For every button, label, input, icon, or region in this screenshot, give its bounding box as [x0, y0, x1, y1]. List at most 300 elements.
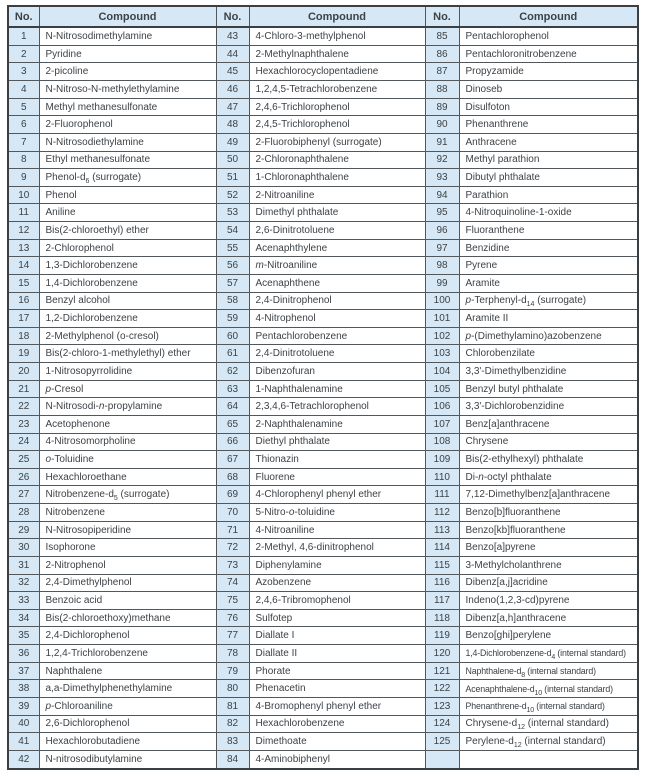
table-row [8, 398, 638, 416]
row-number-cell: 4 [8, 81, 39, 99]
row-number-cell: 90 [425, 116, 459, 134]
table-row [8, 274, 638, 292]
compound-name-cell: Aramite [459, 274, 638, 292]
compound-name-cell: Dibenzofuran [249, 363, 425, 381]
compound-name-cell: Naphthalene-$d_8$ (internal standard) [459, 662, 638, 680]
row-number-cell: 52 [216, 186, 249, 204]
row-number-cell: 49 [216, 133, 249, 151]
compound-name-cell: Azobenzene [249, 574, 425, 592]
table-row [8, 98, 638, 116]
compound-name-cell: 4-Chloro-3-methylphenol [249, 27, 425, 45]
compound-name-cell: N-nitrosodibutylamine [39, 750, 216, 769]
row-number-cell: 45 [216, 63, 249, 81]
table-row [8, 186, 638, 204]
compound-name-cell: Pentachloronitrobenzene [459, 45, 638, 63]
compound-name-cell: Perylene-$d_{12}$ (internal standard) [459, 733, 638, 751]
row-number-cell: 63 [216, 380, 249, 398]
compound-name-cell: Propyzamide [459, 63, 638, 81]
compound-name-cell: 2-Chlorophenol [39, 239, 216, 257]
compound-name-cell: p-Chloroaniline [39, 697, 216, 715]
row-number-cell: 85 [425, 27, 459, 45]
compound-table-container [7, 5, 637, 770]
row-number-cell: 31 [8, 556, 39, 574]
compound-name-cell: Thionazin [249, 451, 425, 469]
row-number-cell: 23 [8, 415, 39, 433]
compound-name-cell: N-Nitrosopiperidine [39, 521, 216, 539]
compound-name-cell: o-Toluidine [39, 451, 216, 469]
row-number-cell: 114 [425, 539, 459, 557]
header-row [8, 6, 638, 27]
row-number-cell: 118 [425, 609, 459, 627]
table-row [8, 486, 638, 504]
row-number-cell: 7 [8, 133, 39, 151]
compound-name-cell: 1,2-Dichlorobenzene [39, 310, 216, 328]
compound-name-cell: 4-Bromophenyl phenyl ether [249, 697, 425, 715]
table-row [8, 345, 638, 363]
compound-name-cell: Nitrobenzene [39, 504, 216, 522]
row-number-cell: 20 [8, 363, 39, 381]
row-number-cell: 75 [216, 592, 249, 610]
row-number-cell: 120 [425, 645, 459, 663]
compound-name-cell: Pentachlorobenzene [249, 327, 425, 345]
table-row [8, 27, 638, 45]
table-row [8, 468, 638, 486]
row-number-cell: 56 [216, 257, 249, 275]
compound-name-cell: 1,2,4-Trichlorobenzene [39, 645, 216, 663]
row-number-cell: 8 [8, 151, 39, 169]
row-number-cell: 64 [216, 398, 249, 416]
row-number-cell: 73 [216, 556, 249, 574]
compound-name-cell: Benz[a]anthracene [459, 415, 638, 433]
table-row [8, 750, 638, 769]
compound-name-cell: 4-Nitrosomorpholine [39, 433, 216, 451]
compound-name-cell: 1,2,4,5-Tetrachlorobenzene [249, 81, 425, 99]
compound-name-cell: Pyrene [459, 257, 638, 275]
row-number-cell: 54 [216, 222, 249, 240]
table-row [8, 733, 638, 751]
row-number-cell: 33 [8, 592, 39, 610]
row-number-cell: 117 [425, 592, 459, 610]
row-number-cell: 5 [8, 98, 39, 116]
row-number-cell: 58 [216, 292, 249, 310]
row-number-cell: 78 [216, 645, 249, 663]
row-number-cell: 17 [8, 310, 39, 328]
table-row [8, 556, 638, 574]
compound-name-cell: 3,3'-Dimethylbenzidine [459, 363, 638, 381]
row-number-cell: 108 [425, 433, 459, 451]
compound-name-cell: Acetophenone [39, 415, 216, 433]
compound-name-cell: Chlorobenzilate [459, 345, 638, 363]
row-number-cell: 19 [8, 345, 39, 363]
compound-name-cell: 4-Nitroquinoline-1-oxide [459, 204, 638, 222]
row-number-cell: 41 [8, 733, 39, 751]
compound-name-cell: Naphthalene [39, 662, 216, 680]
table-row [8, 697, 638, 715]
no-column-header-2: No. [216, 6, 249, 27]
compound-name-cell: Phenol [39, 186, 216, 204]
compound-name-cell: 2-Methylnaphthalene [249, 45, 425, 63]
row-number-cell: 93 [425, 169, 459, 187]
row-number-cell: 94 [425, 186, 459, 204]
table-row [8, 592, 638, 610]
compound-name-cell: 1,4-Dichlorobenzene [39, 274, 216, 292]
row-number-cell: 29 [8, 521, 39, 539]
row-number-cell: 59 [216, 310, 249, 328]
row-number-cell: 122 [425, 680, 459, 698]
table-row [8, 539, 638, 557]
row-number-cell: 27 [8, 486, 39, 504]
table-body [8, 27, 638, 769]
row-number-cell: 30 [8, 539, 39, 557]
row-number-cell: 14 [8, 257, 39, 275]
row-number-cell: 51 [216, 169, 249, 187]
row-number-cell: 6 [8, 116, 39, 134]
compound-name-cell: Diallate II [249, 645, 425, 663]
compound-name-cell: 1,3-Dichlorobenzene [39, 257, 216, 275]
compound-name-cell: 7,12-Dimethylbenz[a]anthracene [459, 486, 638, 504]
compound-name-cell: Hexachlorocyclopentadiene [249, 63, 425, 81]
row-number-cell: 62 [216, 363, 249, 381]
compound-name-cell: Phenol-$d_6$ (surrogate) [39, 169, 216, 187]
row-number-cell: 1 [8, 27, 39, 45]
compound-name-cell: N-Nitrosodiethylamine [39, 133, 216, 151]
row-number-cell: 92 [425, 151, 459, 169]
compound-name-cell: Nitrobenzene-$d_5$ (surrogate) [39, 486, 216, 504]
compound-name-cell: Dinoseb [459, 81, 638, 99]
compound-name-cell: Phenanthrene-$d_{10}$ (internal standard) [459, 697, 638, 715]
row-number-cell: 67 [216, 451, 249, 469]
compound-name-cell: Acenaphthylene [249, 239, 425, 257]
compound-name-cell [459, 750, 638, 769]
table-row [8, 222, 638, 240]
row-number-cell: 16 [8, 292, 39, 310]
row-number-cell: 18 [8, 327, 39, 345]
table-row [8, 662, 638, 680]
table-row [8, 680, 638, 698]
row-number-cell: 76 [216, 609, 249, 627]
row-number-cell: 83 [216, 733, 249, 751]
compound-column-header-3: Compound [459, 6, 638, 27]
table-row [8, 609, 638, 627]
compound-name-cell: Benzo[ghi]perylene [459, 627, 638, 645]
compound-name-cell: p-(Dimethylamino)azobenzene [459, 327, 638, 345]
compound-name-cell: 2,4,6-Trichlorophenol [249, 98, 425, 116]
row-number-cell: 47 [216, 98, 249, 116]
row-number-cell: 74 [216, 574, 249, 592]
compound-name-cell: 1-Chloronaphthalene [249, 169, 425, 187]
compound-name-cell: Aniline [39, 204, 216, 222]
row-number-cell: 44 [216, 45, 249, 63]
row-number-cell: 36 [8, 645, 39, 663]
row-number-cell: 79 [216, 662, 249, 680]
compound-name-cell: N-Nitroso-N-methylethylamine [39, 81, 216, 99]
row-number-cell: 106 [425, 398, 459, 416]
compound-name-cell: Benzo[kb]fluoranthene [459, 521, 638, 539]
table-row [8, 451, 638, 469]
table-row [8, 239, 638, 257]
row-number-cell: 60 [216, 327, 249, 345]
no-column-header-3: No. [425, 6, 459, 27]
row-number-cell: 107 [425, 415, 459, 433]
compound-name-cell: Benzyl alcohol [39, 292, 216, 310]
row-number-cell: 88 [425, 81, 459, 99]
compound-name-cell: Dibutyl phthalate [459, 169, 638, 187]
compound-name-cell: 2-Naphthalenamine [249, 415, 425, 433]
compound-column-header-2: Compound [249, 6, 425, 27]
compound-name-cell: 2-Methyl, 4,6-dinitrophenol [249, 539, 425, 557]
compound-name-cell: Bis(2-chloroethoxy)methane [39, 609, 216, 627]
row-number-cell: 101 [425, 310, 459, 328]
table-header [8, 6, 638, 27]
compound-name-cell: Phorate [249, 662, 425, 680]
row-number-cell: 95 [425, 204, 459, 222]
row-number-cell: 82 [216, 715, 249, 733]
compound-name-cell: Acenaphthalene-$d_{10}$ (internal standard) [459, 680, 638, 698]
compound-name-cell: Methyl methanesulfonate [39, 98, 216, 116]
compound-name-cell: Bis(2-chloro-1-methylethyl) ether [39, 345, 216, 363]
compound-name-cell: 4-Nitroaniline [249, 521, 425, 539]
row-number-cell: 121 [425, 662, 459, 680]
table-row [8, 169, 638, 187]
compound-name-cell: 3,3'-Dichlorobenzidine [459, 398, 638, 416]
row-number-cell: 2 [8, 45, 39, 63]
compound-name-cell: $1,4-Dichlorobenzene-d_4$ (internal standard) [459, 645, 638, 663]
row-number-cell: 66 [216, 433, 249, 451]
compound-name-cell: 2-Methylphenol (o-cresol) [39, 327, 216, 345]
row-number-cell: 125 [425, 733, 459, 751]
row-number-cell: 113 [425, 521, 459, 539]
row-number-cell: 124 [425, 715, 459, 733]
row-number-cell: 110 [425, 468, 459, 486]
row-number-cell: 39 [8, 697, 39, 715]
table-row [8, 521, 638, 539]
table-row [8, 574, 638, 592]
row-number-cell: 103 [425, 345, 459, 363]
row-number-cell: 112 [425, 504, 459, 522]
row-number-cell: 98 [425, 257, 459, 275]
row-number-cell: 50 [216, 151, 249, 169]
row-number-cell: 57 [216, 274, 249, 292]
row-number-cell: 116 [425, 574, 459, 592]
row-number-cell: 22 [8, 398, 39, 416]
table-row [8, 151, 638, 169]
row-number-cell: 42 [8, 750, 39, 769]
table-row [8, 363, 638, 381]
no-column-header-1: No. [8, 6, 39, 27]
row-number-cell: 68 [216, 468, 249, 486]
compound-name-cell: Diphenylamine [249, 556, 425, 574]
compound-name-cell: Diallate I [249, 627, 425, 645]
compound-name-cell: 2,4-Dinitrophenol [249, 292, 425, 310]
row-number-cell: 21 [8, 380, 39, 398]
row-number-cell: 69 [216, 486, 249, 504]
row-number-cell: 96 [425, 222, 459, 240]
compound-name-cell: a,a-Dimethylphenethylamine [39, 680, 216, 698]
compound-name-cell: 1-Nitrosopyrrolidine [39, 363, 216, 381]
compound-name-cell: 2-Fluorophenol [39, 116, 216, 134]
compound-name-cell: Indeno(1,2,3-cd)pyrene [459, 592, 638, 610]
row-number-cell: 123 [425, 697, 459, 715]
compound-name-cell: m-Nitroaniline [249, 257, 425, 275]
row-number-cell: 102 [425, 327, 459, 345]
compound-name-cell: p-Cresol [39, 380, 216, 398]
table-row [8, 116, 638, 134]
compound-name-cell: 2-Nitrophenol [39, 556, 216, 574]
compound-name-cell: Hexachlorobenzene [249, 715, 425, 733]
row-number-cell: 91 [425, 133, 459, 151]
table-row [8, 380, 638, 398]
table-row [8, 645, 638, 663]
compound-table [7, 5, 639, 770]
row-number-cell: 72 [216, 539, 249, 557]
table-row [8, 257, 638, 275]
row-number-cell: 43 [216, 27, 249, 45]
compound-name-cell: Diethyl phthalate [249, 433, 425, 451]
compound-name-cell: 5-Nitro-o-toluidine [249, 504, 425, 522]
row-number-cell: 86 [425, 45, 459, 63]
compound-column-header-1: Compound [39, 6, 216, 27]
compound-name-cell: Anthracene [459, 133, 638, 151]
row-number-cell: 35 [8, 627, 39, 645]
compound-name-cell: 2-Chloronaphthalene [249, 151, 425, 169]
table-row [8, 433, 638, 451]
row-number-cell: 109 [425, 451, 459, 469]
compound-name-cell: Phenacetin [249, 680, 425, 698]
row-number-cell: 32 [8, 574, 39, 592]
table-row [8, 81, 638, 99]
compound-name-cell: Ethyl methanesulfonate [39, 151, 216, 169]
row-number-cell: 3 [8, 63, 39, 81]
table-row [8, 504, 638, 522]
compound-name-cell: Methyl parathion [459, 151, 638, 169]
row-number-cell: 70 [216, 504, 249, 522]
compound-name-cell: Chrysene-$d_{12}$ (internal standard) [459, 715, 638, 733]
compound-name-cell: Hexachloroethane [39, 468, 216, 486]
compound-name-cell: 1-Naphthalenamine [249, 380, 425, 398]
compound-name-cell: Fluoranthene [459, 222, 638, 240]
compound-name-cell: Hexachlorobutadiene [39, 733, 216, 751]
row-number-cell: 80 [216, 680, 249, 698]
row-number-cell: 77 [216, 627, 249, 645]
compound-name-cell: 2-Fluorobiphenyl (surrogate) [249, 133, 425, 151]
row-number-cell: 53 [216, 204, 249, 222]
compound-name-cell: Pyridine [39, 45, 216, 63]
table-row [8, 133, 638, 151]
compound-name-cell: Pentachlorophenol [459, 27, 638, 45]
compound-name-cell: 2,4,6-Tribromophenol [249, 592, 425, 610]
row-number-cell: 87 [425, 63, 459, 81]
row-number-cell: 12 [8, 222, 39, 240]
compound-name-cell: Dibenz[a,h]anthracene [459, 609, 638, 627]
table-row [8, 310, 638, 328]
compound-name-cell: 2-Nitroaniline [249, 186, 425, 204]
compound-name-cell: Benzoic acid [39, 592, 216, 610]
row-number-cell: 25 [8, 451, 39, 469]
row-number-cell: 89 [425, 98, 459, 116]
row-number-cell: 9 [8, 169, 39, 187]
compound-name-cell: Isophorone [39, 539, 216, 557]
row-number-cell: 115 [425, 556, 459, 574]
compound-name-cell: 4-Nitrophenol [249, 310, 425, 328]
row-number-cell: 10 [8, 186, 39, 204]
row-number-cell: 100 [425, 292, 459, 310]
row-number-cell: 71 [216, 521, 249, 539]
compound-name-cell: Bis(2-chloroethyl) ether [39, 222, 216, 240]
compound-name-cell: 4-Aminobiphenyl [249, 750, 425, 769]
compound-name-cell: Chrysene [459, 433, 638, 451]
row-number-cell: 24 [8, 433, 39, 451]
row-number-cell: 15 [8, 274, 39, 292]
row-number-cell: 111 [425, 486, 459, 504]
compound-name-cell: N-Nitrosodimethylamine [39, 27, 216, 45]
table-row [8, 204, 638, 222]
row-number-cell: 119 [425, 627, 459, 645]
compound-name-cell: 2,4-Dinitrotoluene [249, 345, 425, 363]
compound-name-cell: 4-Chlorophenyl phenyl ether [249, 486, 425, 504]
compound-name-cell: Benzyl butyl phthalate [459, 380, 638, 398]
table-row [8, 45, 638, 63]
row-number-cell: 48 [216, 116, 249, 134]
compound-name-cell: $p-Terphenyl-d_{14}$ (surrogate) [459, 292, 638, 310]
row-number-cell: 61 [216, 345, 249, 363]
row-number-cell: 99 [425, 274, 459, 292]
row-number-cell: 28 [8, 504, 39, 522]
compound-name-cell: Di-n-octyl phthalate [459, 468, 638, 486]
row-number-cell: 97 [425, 239, 459, 257]
row-number-cell [425, 750, 459, 769]
row-number-cell: 37 [8, 662, 39, 680]
row-number-cell: 104 [425, 363, 459, 381]
row-number-cell: 84 [216, 750, 249, 769]
compound-name-cell: Acenaphthene [249, 274, 425, 292]
row-number-cell: 26 [8, 468, 39, 486]
compound-name-cell: Benzo[b]fluoranthene [459, 504, 638, 522]
compound-name-cell: Benzidine [459, 239, 638, 257]
compound-name-cell: Fluorene [249, 468, 425, 486]
table-row [8, 415, 638, 433]
compound-name-cell: Parathion [459, 186, 638, 204]
table-row [8, 327, 638, 345]
compound-name-cell: 2-picoline [39, 63, 216, 81]
compound-name-cell: Sulfotep [249, 609, 425, 627]
compound-name-cell: Disulfoton [459, 98, 638, 116]
compound-name-cell: 2,4-Dimethylphenol [39, 574, 216, 592]
compound-name-cell: Benzo[a]pyrene [459, 539, 638, 557]
row-number-cell: 11 [8, 204, 39, 222]
compound-name-cell: Dimethoate [249, 733, 425, 751]
compound-name-cell: Dimethyl phthalate [249, 204, 425, 222]
row-number-cell: 65 [216, 415, 249, 433]
row-number-cell: 81 [216, 697, 249, 715]
table-row [8, 63, 638, 81]
row-number-cell: 38 [8, 680, 39, 698]
compound-name-cell: Aramite II [459, 310, 638, 328]
row-number-cell: 55 [216, 239, 249, 257]
row-number-cell: 46 [216, 81, 249, 99]
compound-name-cell: 2,6-Dichlorophenol [39, 715, 216, 733]
compound-name-cell: 2,6-Dinitrotoluene [249, 222, 425, 240]
row-number-cell: 34 [8, 609, 39, 627]
compound-name-cell: N-Nitrosodi-n-propylamine [39, 398, 216, 416]
compound-name-cell: Dibenz[a,j]acridine [459, 574, 638, 592]
compound-name-cell: Phenanthrene [459, 116, 638, 134]
compound-name-cell: 3-Methylcholanthrene [459, 556, 638, 574]
compound-name-cell: 2,3,4,6-Tetrachlorophenol [249, 398, 425, 416]
table-row [8, 292, 638, 310]
compound-name-cell: 2,4,5-Trichlorophenol [249, 116, 425, 134]
compound-name-cell: 2,4-Dichlorophenol [39, 627, 216, 645]
row-number-cell: 13 [8, 239, 39, 257]
